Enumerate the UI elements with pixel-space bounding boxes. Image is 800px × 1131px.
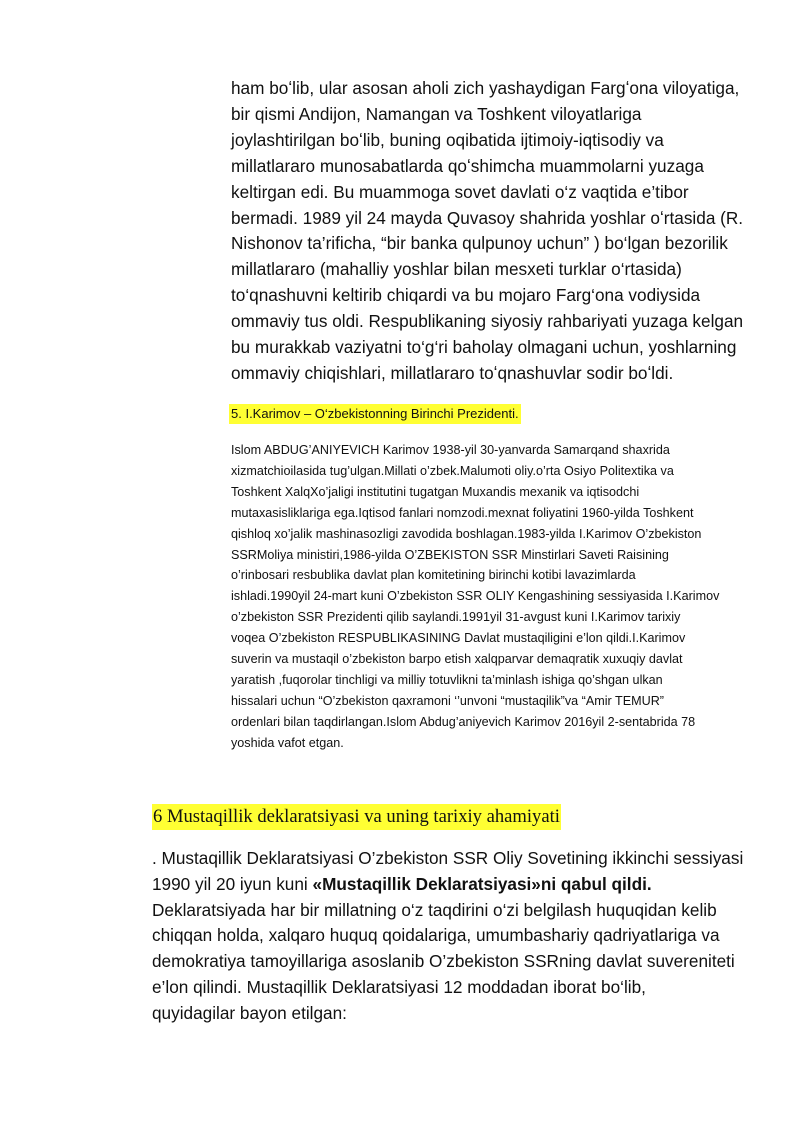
text-line: to‘qnashuvni keltirib chiqardi va bu mojaro Farg‘ona vodiysida bbox=[231, 285, 701, 306]
section-heading-karimov: 5. I.Karimov – O‘zbekistonning Birinchi Prezidenti. bbox=[229, 404, 521, 424]
text-line: millatlararo (mahalliy yoshlar bilan mesxeti turklar o‘rtasida) bbox=[231, 259, 682, 280]
text-line: Toshkent XalqXo’jaligi institutini tugatgan Muxandis mexanik va iqtisodchi bbox=[231, 484, 640, 499]
bold-text-run: «Mustaqillik Deklaratsiyasi»ni qabul qildi. bbox=[312, 873, 652, 894]
text-line: yaratish ,fuqorolar tinchligi va milliy totuvlikni ta’minlash ishiga qo’shgan ulkan bbox=[231, 672, 663, 687]
text-line: voqea O’zbekiston RESPUBLIKASINING Davlat mustaqiligini e’lon qildi.I.Karimov bbox=[231, 631, 686, 646]
text-line: Nishonov ta’rificha, “bir banka qulpunoy uchun” ) bo‘lgan bezorilik bbox=[231, 233, 728, 254]
text-line: e’lon qilindi. Mustaqillik Deklaratsiyasi 12 moddadan iborat bo‘lib, bbox=[152, 976, 646, 997]
text-line: bermadi. 1989 yil 24 mayda Quvasoy shahrida yoshlar oʻrtasida (R. bbox=[231, 207, 744, 228]
text-line bbox=[152, 872, 772, 898]
text-line: ishladi.1990yil 24-mart kuni O’zbekiston SSR OLIY Kengashining sessiyasida I.Karimov bbox=[231, 589, 720, 604]
text-line: joylashtirilgan boʻlib, buning oqibatida ijtimoiy-iqtisodiy va bbox=[231, 129, 664, 150]
text-line: o’zbekiston SSR Prezidenti qilib saylandi.1991yil 31-avgust kuni I.Karimov tarixiy bbox=[231, 610, 681, 625]
text-line: keltirgan edi. Bu muammoga sovet davlati o‘z vaqtida e’tibor bbox=[231, 181, 689, 202]
text-line: ham boʻlib, ular asosan aholi zich yashaydigan Fargʻona viloyatiga, bbox=[231, 78, 740, 98]
text-run: 1990 yil 20 iyun kuni bbox=[152, 873, 313, 894]
text-line: mutaxasisliklariga ega.Iqtisod fanlari nomzodi.mexnat foliyatini 1960-yilda Toshkent bbox=[231, 505, 694, 520]
paragraph-karimov-biography bbox=[231, 440, 751, 754]
paragraph-ethnic-conflicts bbox=[231, 76, 761, 387]
text-line: qishloq xo’jalik mashinasozligi zavodida boshlagan.1983-yilda I.Karimov O’zbekiston bbox=[231, 526, 702, 541]
text-line: xizmatchioilasida tug’ulgan.Millati o’zbek.Malumoti oliy.o’rta Osiyo Politextika va bbox=[231, 463, 674, 478]
text-line: ordenlari bilan taqdirlangan.Islom Abdug’aniyevich Karimov 2016yil 2-sentabrida 78 bbox=[231, 714, 696, 729]
text-line: Deklaratsiyada har bir millatning o‘z taqdirini o‘zi belgilash huquqidan kelib bbox=[152, 899, 717, 920]
text-line: quyidagilar bayon etilgan: bbox=[152, 1002, 347, 1023]
text-line: SSRMoliya ministiri,1986-yilda O’ZBEKISTON SSR Minstirlari Saveti Raisining bbox=[231, 547, 669, 562]
text-line: bu murakkab vaziyatni to‘g‘ri baholay olmagani uchun, yoshlarning bbox=[231, 337, 737, 358]
text-line: hissalari uchun “O’zbekiston qaxramoni ‘’unvoni “mustaqilik”va “Amir TEMUR” bbox=[231, 693, 664, 708]
text-line: Islom ABDUG’ANIYEVICH Karimov 1938-yil 30-yanvarda Samarqand shaxrida bbox=[231, 443, 670, 457]
text-line: ommaviy chiqishlari, millatlararo toʻqnashuvlar sodir boʻldi. bbox=[231, 362, 674, 383]
text-line: demokratiya tamoyillariga asoslanib O’zbekiston SSRning davlat suvereniteti bbox=[152, 951, 735, 972]
text-line: millatlararo munosabatlarda qoʻshimcha muammolarni yuzaga bbox=[231, 155, 704, 176]
text-line: suverin va mustaqil o’zbekiston barpo etish xalqparvar demaqratik xuxuqiy davlat bbox=[231, 652, 683, 667]
text-line: chiqqan holda, xalqaro huquq qoidalariga, umumbashariy qadriyatlariga va bbox=[152, 925, 720, 946]
text-line: . Mustaqillik Deklaratsiyasi O’zbekiston SSR Oliy Sovetining ikkinchi sessiyasi bbox=[152, 848, 744, 868]
text-line: bir qismi Andijon, Namangan va Toshkent viloyatlariga bbox=[231, 103, 642, 124]
section-heading-declaration: 6 Mustaqillik deklaratsiyasi va uning tarixiy ahamiyati bbox=[152, 804, 561, 830]
text-line: yoshida vafot etgan. bbox=[231, 735, 344, 750]
paragraph-declaration bbox=[152, 846, 772, 1027]
text-line: o’rinbosari resbublika davlat plan komitetining birinchi kotibi lavazimlarda bbox=[231, 568, 636, 583]
text-line: ommaviy tus oldi. Respublikaning siyosiy rahbariyati yuzaga kelgan bbox=[231, 311, 744, 332]
